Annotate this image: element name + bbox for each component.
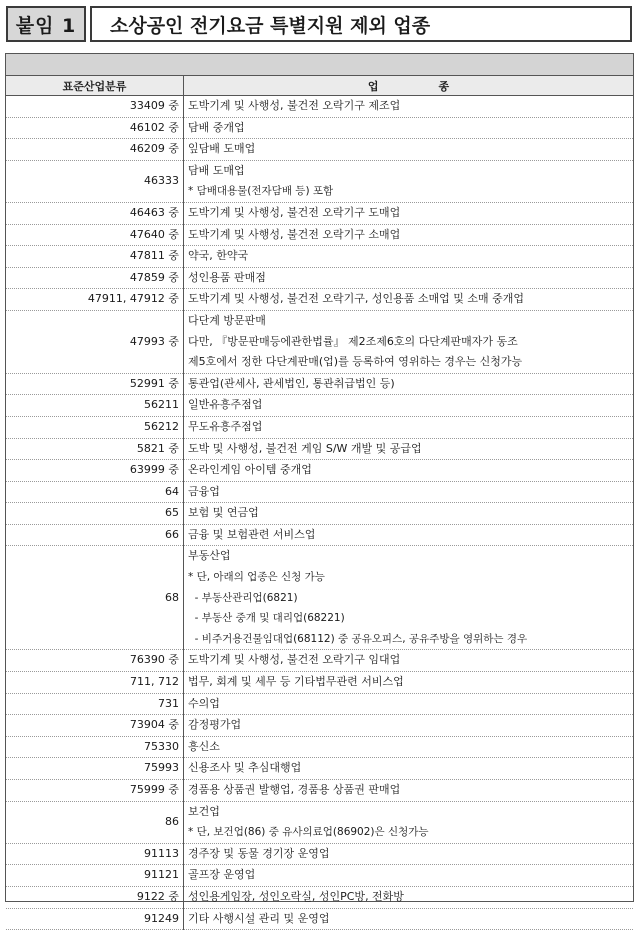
description-line: 보건업	[188, 804, 220, 818]
industry-description-cell	[184, 224, 634, 246]
table-row	[6, 715, 633, 737]
table-header-row	[6, 76, 633, 96]
description-line: * 담배대용물(전자담배 등) 포함	[188, 185, 334, 198]
table-row	[6, 139, 633, 161]
industry-description-cell	[184, 416, 634, 438]
description-line: 경품용 상품권 발행업, 경품용 상품권 판매업	[188, 783, 401, 796]
table-row	[6, 503, 633, 525]
industry-code-cell: 46102 중	[6, 117, 184, 139]
table-row	[6, 843, 633, 865]
industry-code-cell: 47811 중	[6, 246, 184, 268]
industry-description-cell	[184, 736, 634, 758]
description-line: 제5호에서 정한 다단계판매(업)를 등록하여 영위하는 경우는 신청가능	[188, 355, 523, 369]
description-line: 금융업	[188, 484, 220, 498]
industry-code-cell: 75999 중	[6, 780, 184, 802]
industry-description-cell	[184, 672, 634, 694]
table-row	[6, 202, 633, 224]
industry-description-cell	[184, 481, 634, 503]
industry-description-cell	[184, 460, 634, 482]
description-line: 도박기계 및 사행성, 불건전 오락기구, 성인용품 소매업 및 소매 중개업	[188, 292, 524, 306]
industry-code-cell: 73904 중	[6, 715, 184, 737]
industry-code-cell: 47993 중	[6, 310, 184, 373]
description-line: 경주장 및 동물 경기장 운영업	[188, 846, 330, 860]
industry-table-container	[5, 53, 634, 925]
industry-description-cell	[184, 780, 634, 802]
table-row	[6, 865, 633, 887]
description-line: 도박기계 및 사행성, 불건전 오락기구 도매업	[188, 205, 401, 219]
description-line: 일반유흥주점업	[188, 398, 263, 412]
industry-description-cell	[184, 908, 634, 930]
industry-description-cell	[184, 524, 634, 546]
description-line: 무도유흥주점업	[188, 419, 263, 433]
excluded-industry-table	[6, 76, 633, 930]
industry-description-cell	[184, 865, 634, 887]
description-line: 부동산업	[188, 549, 231, 563]
table-row	[6, 373, 633, 395]
industry-description-cell	[184, 246, 634, 268]
column-header-industry-part1: 업	[367, 79, 379, 93]
industry-code-cell: 91113	[6, 843, 184, 865]
table-row	[6, 481, 633, 503]
industry-description-cell	[184, 139, 634, 161]
table-row	[6, 736, 633, 758]
industry-code-cell: 86	[6, 801, 184, 843]
document-header	[4, 4, 634, 44]
industry-description-cell	[184, 117, 634, 139]
table-row	[6, 416, 633, 438]
table-row	[6, 395, 633, 417]
column-header-industry-part2: 종	[438, 79, 450, 93]
industry-code-cell: 33409 중	[6, 96, 184, 118]
table-row	[6, 96, 633, 118]
industry-code-cell: 47640 중	[6, 224, 184, 246]
description-line: 다단계 방문판매	[188, 313, 266, 327]
table-row	[6, 758, 633, 780]
industry-code-cell: 46333	[6, 160, 184, 202]
attachment-badge: 붙임 1	[6, 6, 86, 42]
description-line: 도박기계 및 사행성, 불건전 오락기구 임대업	[188, 653, 401, 667]
industry-code-cell: 91121	[6, 865, 184, 887]
industry-description-cell	[184, 503, 634, 525]
description-line: 성인용품 판매점	[188, 270, 266, 284]
description-line: 법무, 회계 및 세무 등 기타법무관련 서비스업	[188, 675, 404, 689]
table-row	[6, 438, 633, 460]
table-row	[6, 672, 633, 694]
industry-description-cell	[184, 160, 634, 202]
industry-description-cell	[184, 267, 634, 289]
description-line: * 단, 보건업(86) 중 유사의료업(86902)은 신청가능	[188, 826, 429, 839]
industry-code-cell: 91249	[6, 908, 184, 930]
description-line: * 단, 아래의 업종은 신청 가능	[188, 571, 325, 584]
industry-description-cell	[184, 202, 634, 224]
column-header-code: 표준산업분류	[6, 76, 184, 96]
description-line: 담배 중개업	[188, 120, 245, 134]
table-row	[6, 546, 633, 650]
table-body	[6, 96, 633, 930]
table-row	[6, 780, 633, 802]
description-line: 도박기계 및 사행성, 불건전 오락기구 제조업	[188, 99, 401, 112]
industry-description-cell	[184, 715, 634, 737]
industry-description-cell	[184, 373, 634, 395]
description-line: 골프장 운영업	[188, 868, 256, 882]
table-row	[6, 801, 633, 843]
industry-description-cell	[184, 395, 634, 417]
industry-code-cell: 47859 중	[6, 267, 184, 289]
description-line: - 부동산관리업(6821)	[188, 591, 298, 604]
table-row	[6, 246, 633, 268]
description-line: 감정평가업	[188, 718, 242, 732]
description-line: 성인용게임장, 성인오락실, 성인PC방, 전화방	[188, 889, 404, 903]
description-line: 도박기계 및 사행성, 불건전 오락기구 소매업	[188, 227, 401, 241]
table-row	[6, 160, 633, 202]
description-line: 도박 및 사행성, 불건전 게임 S/W 개발 및 공급업	[188, 441, 422, 455]
industry-code-cell: 9122 중	[6, 886, 184, 908]
description-line: 수의업	[188, 696, 220, 710]
column-header-industry	[184, 76, 634, 96]
description-line: 담배 도매업	[188, 163, 245, 177]
industry-description-cell	[184, 310, 634, 373]
table-row	[6, 117, 633, 139]
industry-code-cell: 64	[6, 481, 184, 503]
document-title: 소상공인 전기요금 특별지원 제외 업종	[90, 6, 632, 42]
industry-code-cell: 711, 712	[6, 672, 184, 694]
description-line: - 비주거용건물임대업(68112) 중 공유오피스, 공유주방을 영위하는 경우	[188, 632, 528, 645]
industry-description-cell	[184, 546, 634, 650]
industry-code-cell: 46209 중	[6, 139, 184, 161]
table-row	[6, 460, 633, 482]
industry-code-cell: 56212	[6, 416, 184, 438]
table-row	[6, 267, 633, 289]
industry-code-cell: 76390 중	[6, 650, 184, 672]
description-line: 금융 및 보험관련 서비스업	[188, 527, 316, 541]
industry-description-cell	[184, 96, 634, 118]
description-line: 흥신소	[188, 739, 220, 753]
industry-code-cell: 5821 중	[6, 438, 184, 460]
description-line: 신용조사 및 추심대행업	[188, 761, 302, 775]
industry-code-cell: 66	[6, 524, 184, 546]
table-row	[6, 224, 633, 246]
description-line: 보험 및 연금업	[188, 506, 259, 520]
industry-description-cell	[184, 801, 634, 843]
industry-code-cell: 65	[6, 503, 184, 525]
industry-description-cell	[184, 289, 634, 311]
table-row	[6, 693, 633, 715]
industry-code-cell: 63999 중	[6, 460, 184, 482]
industry-code-cell: 75993	[6, 758, 184, 780]
industry-code-cell: 47911, 47912 중	[6, 289, 184, 311]
table-row	[6, 650, 633, 672]
industry-description-cell	[184, 438, 634, 460]
industry-code-cell: 56211	[6, 395, 184, 417]
description-line: 잎담배 도매업	[188, 142, 256, 156]
table-row	[6, 289, 633, 311]
industry-description-cell	[184, 693, 634, 715]
description-line: 기타 사행시설 관리 및 운영업	[188, 911, 330, 925]
industry-description-cell	[184, 843, 634, 865]
description-line: 온라인게임 아이템 중개업	[188, 463, 312, 477]
description-line: 통관업(관세사, 관세법인, 통관취급법인 등)	[188, 376, 395, 390]
table-row	[6, 524, 633, 546]
description-line: 약국, 한약국	[188, 249, 249, 263]
industry-description-cell	[184, 758, 634, 780]
industry-code-cell: 731	[6, 693, 184, 715]
industry-description-cell	[184, 650, 634, 672]
industry-code-cell: 68	[6, 546, 184, 650]
table-row	[6, 908, 633, 930]
table-top-band	[6, 54, 633, 76]
table-row	[6, 310, 633, 373]
description-line: - 부동산 중개 및 대리업(68221)	[188, 612, 345, 625]
industry-code-cell: 75330	[6, 736, 184, 758]
industry-code-cell: 52991 중	[6, 373, 184, 395]
industry-code-cell: 46463 중	[6, 202, 184, 224]
description-line: 다만, 『방문판매등에관한법률』 제2조제6호의 다단계판매자가 동조	[188, 334, 518, 348]
